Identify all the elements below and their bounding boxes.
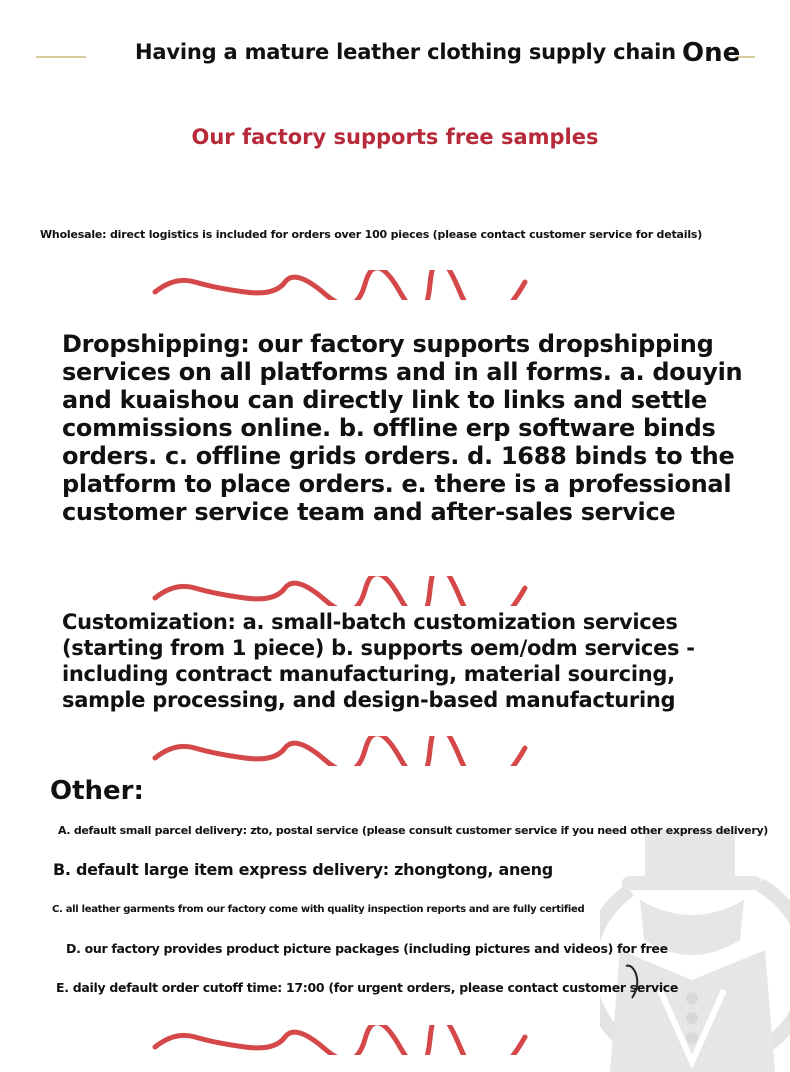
page-title: Having a mature leather clothing supply chain	[135, 40, 676, 64]
other-item-b: B. default large item express delivery: zhongtong, aneng	[53, 860, 553, 879]
wavy-divider-icon	[150, 1025, 530, 1055]
wavy-divider-icon	[150, 576, 530, 606]
other-item-e: E. daily default order cutoff time: 17:00 (for urgent orders, please contact customer service	[56, 980, 679, 995]
wholesale-text: Wholesale: direct logistics is included for orders over 100 pieces (please contact customer service for details)	[40, 228, 703, 241]
wavy-divider-icon	[150, 736, 530, 766]
other-item-d: D. our factory provides product picture packages (including pictures and videos) for free	[66, 941, 668, 956]
other-item-a: A. default small parcel delivery: zto, postal service (please consult customer service if you need other express delivery)	[58, 824, 769, 837]
other-item-c: C. all leather garments from our factory come with quality inspection reports and are fully certified	[52, 904, 585, 915]
dropshipping-text: Dropshipping: our factory supports dropshipping services on all platforms and in all forms. a. douyin and kuaishou can directly link to links and settle commissions online. b. offline erp software binds orders. c. offline grids orders. d. 1688 binds to the platform to place orders. e. there is a professional customer service team and after-sales service	[62, 330, 743, 526]
other-heading: Other:	[50, 776, 144, 806]
header-left-line	[36, 56, 86, 58]
bracket-mark-icon	[622, 960, 644, 1002]
page-title-suffix: One	[682, 38, 741, 68]
customization-text: Customization: a. small-batch customization services (starting from 1 piece) b. supports oem/odm services - including contract manufacturing, material sourcing, sample processing, and design-based manufacturing	[62, 610, 695, 712]
wavy-divider-icon	[150, 270, 530, 300]
free-samples-heading: Our factory supports free samples	[191, 125, 599, 149]
